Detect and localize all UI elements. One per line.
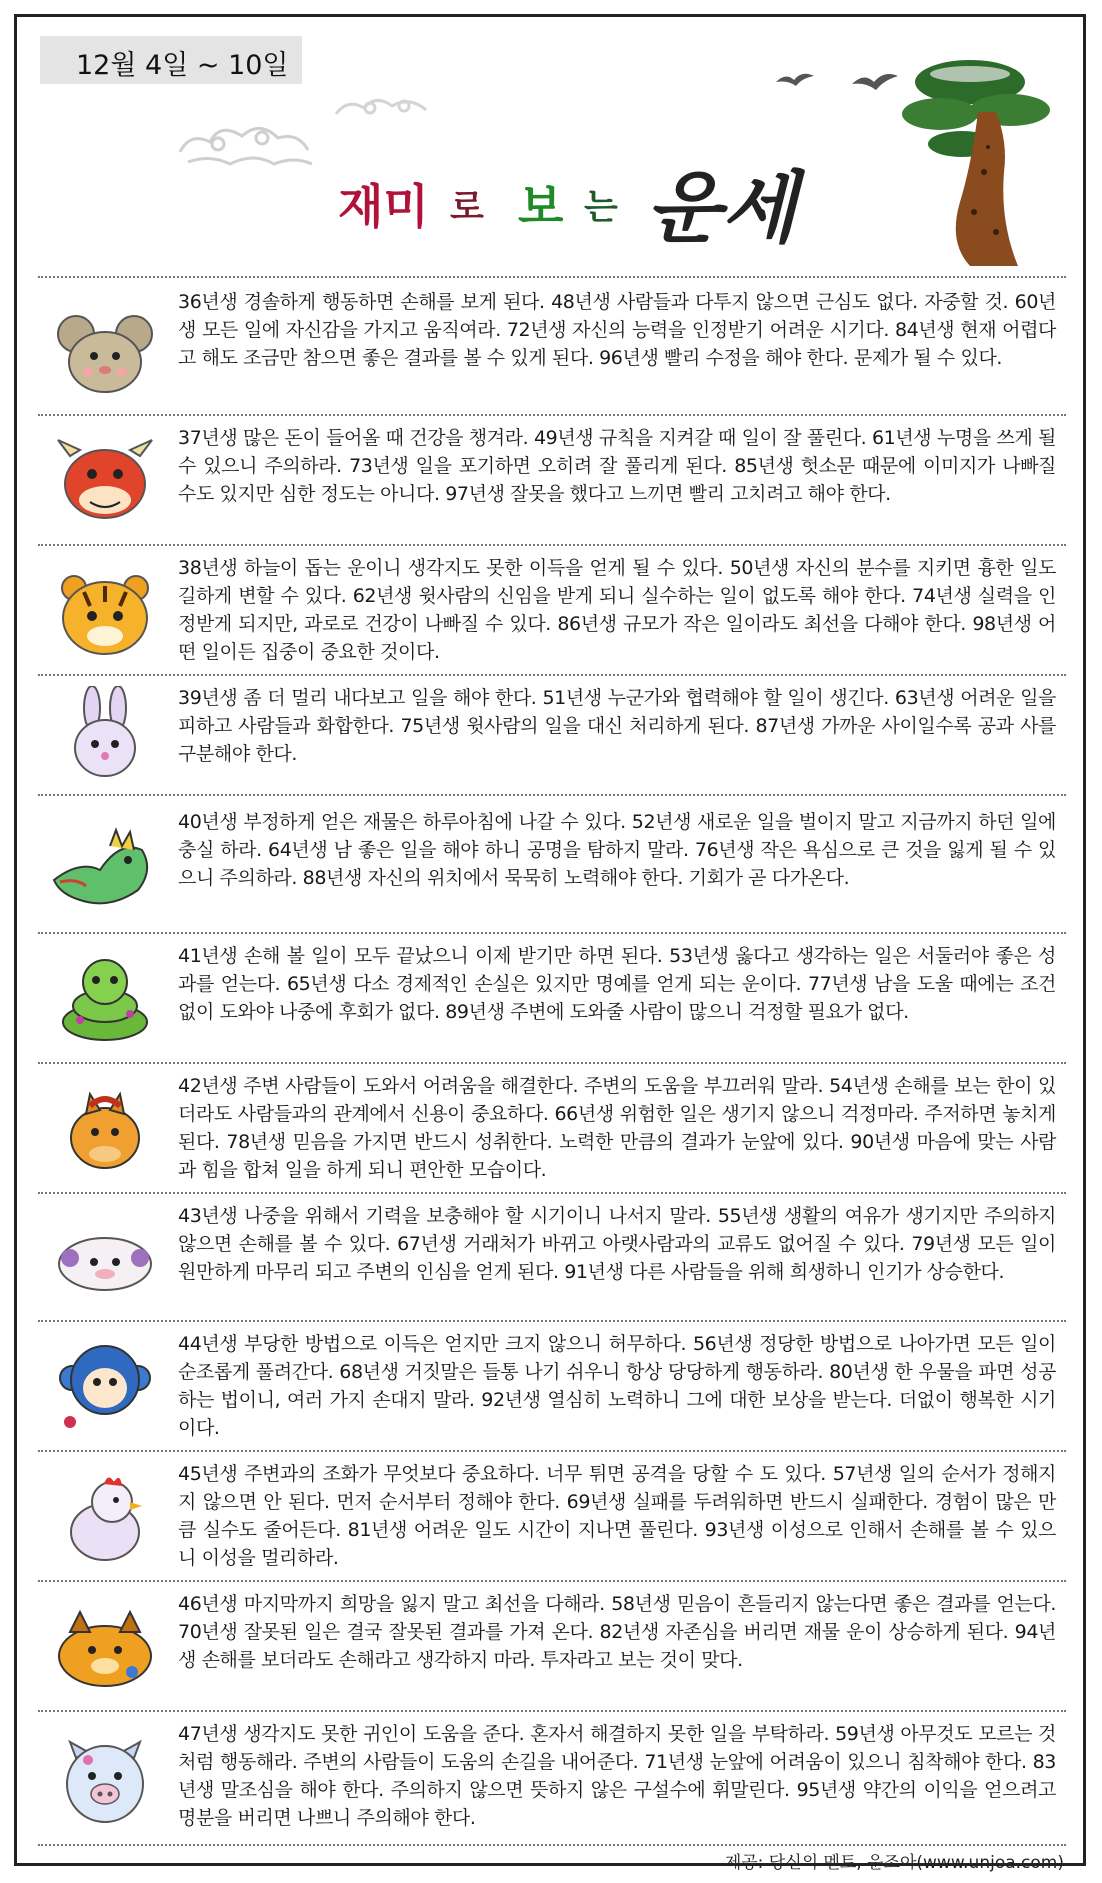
- title-part-ro: 로: [450, 188, 484, 228]
- rabbit-icon: [50, 686, 160, 782]
- title-part-fortune: 운세: [646, 163, 797, 254]
- pig-icon: [50, 1736, 160, 1832]
- list-item-pig: [38, 1710, 1066, 1846]
- fortune-text: 38년생 하늘이 돕는 운이니 생각지도 못한 이득을 얻게 될 수 있다. 50년생 자신의 분수를 지키면 흉한 일도 길하게 변할 수 있다. 62년생 윗사람의 신임을 받게 되니 실수하는 일이 없도록 해야 한다. 74년생 실력을 인정받게 되지만, 과로로 건강이 나빠질 수 있다. 86년생 규모가 작은 일이라도 최선을 다해야 한다. 98년생 어떤 일이든 집중이 중요한 것이다.: [178, 557, 1056, 663]
- fortune-text: 45년생 주변과의 조화가 무엇보다 중요하다. 너무 튀면 공격을 당할 수 도 있다. 57년생 일의 순서가 정해지지 않으면 안 된다. 먼저 순서부터 정해야 한다. 69년생 실패를 두려워하면 반드시 실패한다. 경험이 많은 만큼 실수도 줄어든다. 81년생 어려운 일도 시간이 지나면 풀린다. 93년생 이성으로 인해서 손해를 볼 수 있으니 이성을 멀리하라.: [178, 1463, 1056, 1569]
- bottom-divider: [38, 1844, 1066, 1846]
- fortune-text: 41년생 손해 볼 일이 모두 끝났으니 이제 받기만 하면 된다. 53년생 옳다고 생각하는 일은 서둘러야 좋은 성과를 얻는다. 65년생 다소 경제적인 손실은 있지만 명예를 얻게 되는 운이다. 77년생 남을 도울 때에는 조건 없이 도와야 나중에 후회가 없다. 89년생 주변에 도와줄 사람이 많으니 걱정할 필요가 없다.: [178, 945, 1056, 1023]
- list-item-dragon: [38, 794, 1066, 934]
- fortune-text: 44년생 부당한 방법으로 이득은 얻지만 크지 않으니 허무하다. 56년생 정당한 방법으로 나아가면 모든 일이 순조롭게 풀려간다. 68년생 거짓말은 들통 나기 쉬우니 항상 당당하게 행동하라. 80년생 한 우물을 파면 성공하는 법이니, 여러 가지 손대지 말라. 92년생 열심히 노력하니 그에 대한 보상을 받는다. 더없이 행복한 시기이다.: [178, 1333, 1056, 1439]
- list-item-snake: [38, 932, 1066, 1064]
- fortune-text: 42년생 주변 사람들이 도와서 어려움을 해결한다. 주변의 도움을 부끄러워 말라. 54년생 손해를 보는 한이 있더라도 사람들과의 관계에서 신용이 중요하다. 66년생 위험한 일은 생기지 않으니 걱정마라. 주저하면 놓치게 된다. 78년생 믿음을 가지면 반드시 성취한다. 노력한 만큼의 결과가 눈앞에 있다. 90년생 마음에 맞는 사람과 힘을 합쳐 일을 하게 되니 편안한 모습이다.: [178, 1075, 1056, 1181]
- date-range-box: [40, 36, 302, 84]
- list-item-dog: [38, 1580, 1066, 1712]
- date-range: 12월 4일 ~ 10일: [76, 50, 289, 81]
- cloud-decoration-left: [170, 112, 320, 176]
- monkey-icon: [50, 1338, 160, 1434]
- fortune-text: 43년생 나중을 위해서 기력을 보충해야 할 시기이니 나서지 말라. 55년생 생활의 여유가 생기지만 주의하지 않으면 손해를 볼 수 있다. 67년생 거래처가 바뀌고 아랫사람과의 교류도 없어질 수 있다. 79년생 모든 일이 원만하게 마무리 되고 주변의 인심을 얻게 된다. 91년생 다른 사람들을 위해 희생하니 인기가 상승한다.: [178, 1205, 1056, 1283]
- pine-tree-decoration: [900, 52, 1060, 272]
- fortune-text: 46년생 마지막까지 희망을 잃지 말고 최선을 다해라. 58년생 믿음이 흔들리지 않는다면 좋은 결과를 얻는다. 70년생 잘못된 일은 결국 잘못된 결과를 가져 온다. 82년생 자존심을 버리면 재물 운이 상승하게 된다. 94년생 손해를 보더라도 손해라고 생각하지 마라. 투자라고 보는 것이 맞다.: [178, 1593, 1056, 1671]
- fortune-text: 47년생 생각지도 못한 귀인이 도움을 준다. 혼자서 해결하지 못한 일을 부탁하라. 59년생 아무것도 모르는 것처럼 행동해라. 주변의 사람들이 도움의 손길을 내어준다. 71년생 눈앞에 어려움이 있으니 침착해야 한다. 83년생 말조심을 해야 한다. 주의하지 않으면 뜻하지 않은 구설수에 휘말린다. 95년생 약간의 이익을 얻으려고 명분을 버리면 나쁘니 주의해야 한다.: [178, 1723, 1056, 1829]
- title-part-see: 보: [518, 180, 564, 235]
- dragon-icon: [50, 820, 160, 916]
- list-item-sheep: [38, 1192, 1066, 1322]
- list-item-tiger: [38, 544, 1066, 676]
- ox-icon: [50, 434, 160, 530]
- fortune-text: 37년생 많은 돈이 들어올 때 건강을 챙겨라. 49년생 규칙을 지켜갈 때 일이 잘 풀린다. 61년생 누명을 쓰게 될 수 있으니 주의하라. 73년생 일을 포기하면 오히려 잘 풀리게 된다. 85년생 헛소문 때문에 이미지가 나빠질 수도 있지만 심한 정도는 아니다. 97년생 잘못을 했다고 느끼면 빨리 고치려고 해야 한다.: [178, 427, 1056, 505]
- sheep-icon: [50, 1214, 160, 1310]
- tiger-icon: [50, 566, 160, 662]
- source-credit: 제공: 당신의 멘토, 운조아(www.unjoa.com): [724, 1853, 1064, 1873]
- fortune-text: 40년생 부정하게 얻은 재물은 하루아침에 나갈 수 있다. 52년생 새로운 일을 벌이지 말고 지금까지 하던 일에 충실 하라. 64년생 남 좋은 일을 해야 하니 공명을 탐하지 말라. 76년생 작은 욕심으로 큰 것을 잃게 될 수 있으니 주의하라. 88년생 자신의 위치에서 묵묵히 노력해야 한다. 기회가 곧 다가온다.: [178, 811, 1056, 889]
- cloud-decoration-right: [330, 88, 440, 128]
- birds-decoration: [772, 62, 912, 102]
- list-item-ox: [38, 414, 1066, 546]
- snake-icon: [50, 950, 160, 1046]
- horse-icon: [50, 1080, 160, 1176]
- list-item-rooster: [38, 1450, 1066, 1582]
- title-part-neun: 는: [584, 188, 618, 228]
- title-part-fun: 재미: [338, 180, 429, 235]
- list-item-monkey: [38, 1320, 1066, 1452]
- rooster-icon: [50, 1470, 160, 1566]
- dog-icon: [50, 1602, 160, 1698]
- list-item-rabbit: [38, 674, 1066, 796]
- list-item-horse: [38, 1062, 1066, 1194]
- fortune-text: 36년생 경솔하게 행동하면 손해를 보게 된다. 48년생 사람들과 다투지 않으면 근심도 없다. 자중할 것. 60년생 모든 일에 자신감을 가지고 움직여라. 72년생 자신의 능력을 인정받기 어려운 시기다. 84년생 현재 어렵다고 해도 조금만 참으면 좋은 결과를 볼 수 있게 된다. 96년생 빨리 수정을 해야 한다. 문제가 될 수 있다.: [178, 291, 1056, 369]
- rat-icon: [50, 306, 160, 402]
- list-item-rat: [38, 276, 1066, 416]
- fortune-text: 39년생 좀 더 멀리 내다보고 일을 해야 한다. 51년생 누군가와 협력해야 할 일이 생긴다. 63년생 어려운 일을 피하고 사람들과 화합한다. 75년생 윗사람의 일을 대신 처리하게 된다. 87년생 가까운 사이일수록 공과 사를 구분해야 한다.: [178, 687, 1056, 765]
